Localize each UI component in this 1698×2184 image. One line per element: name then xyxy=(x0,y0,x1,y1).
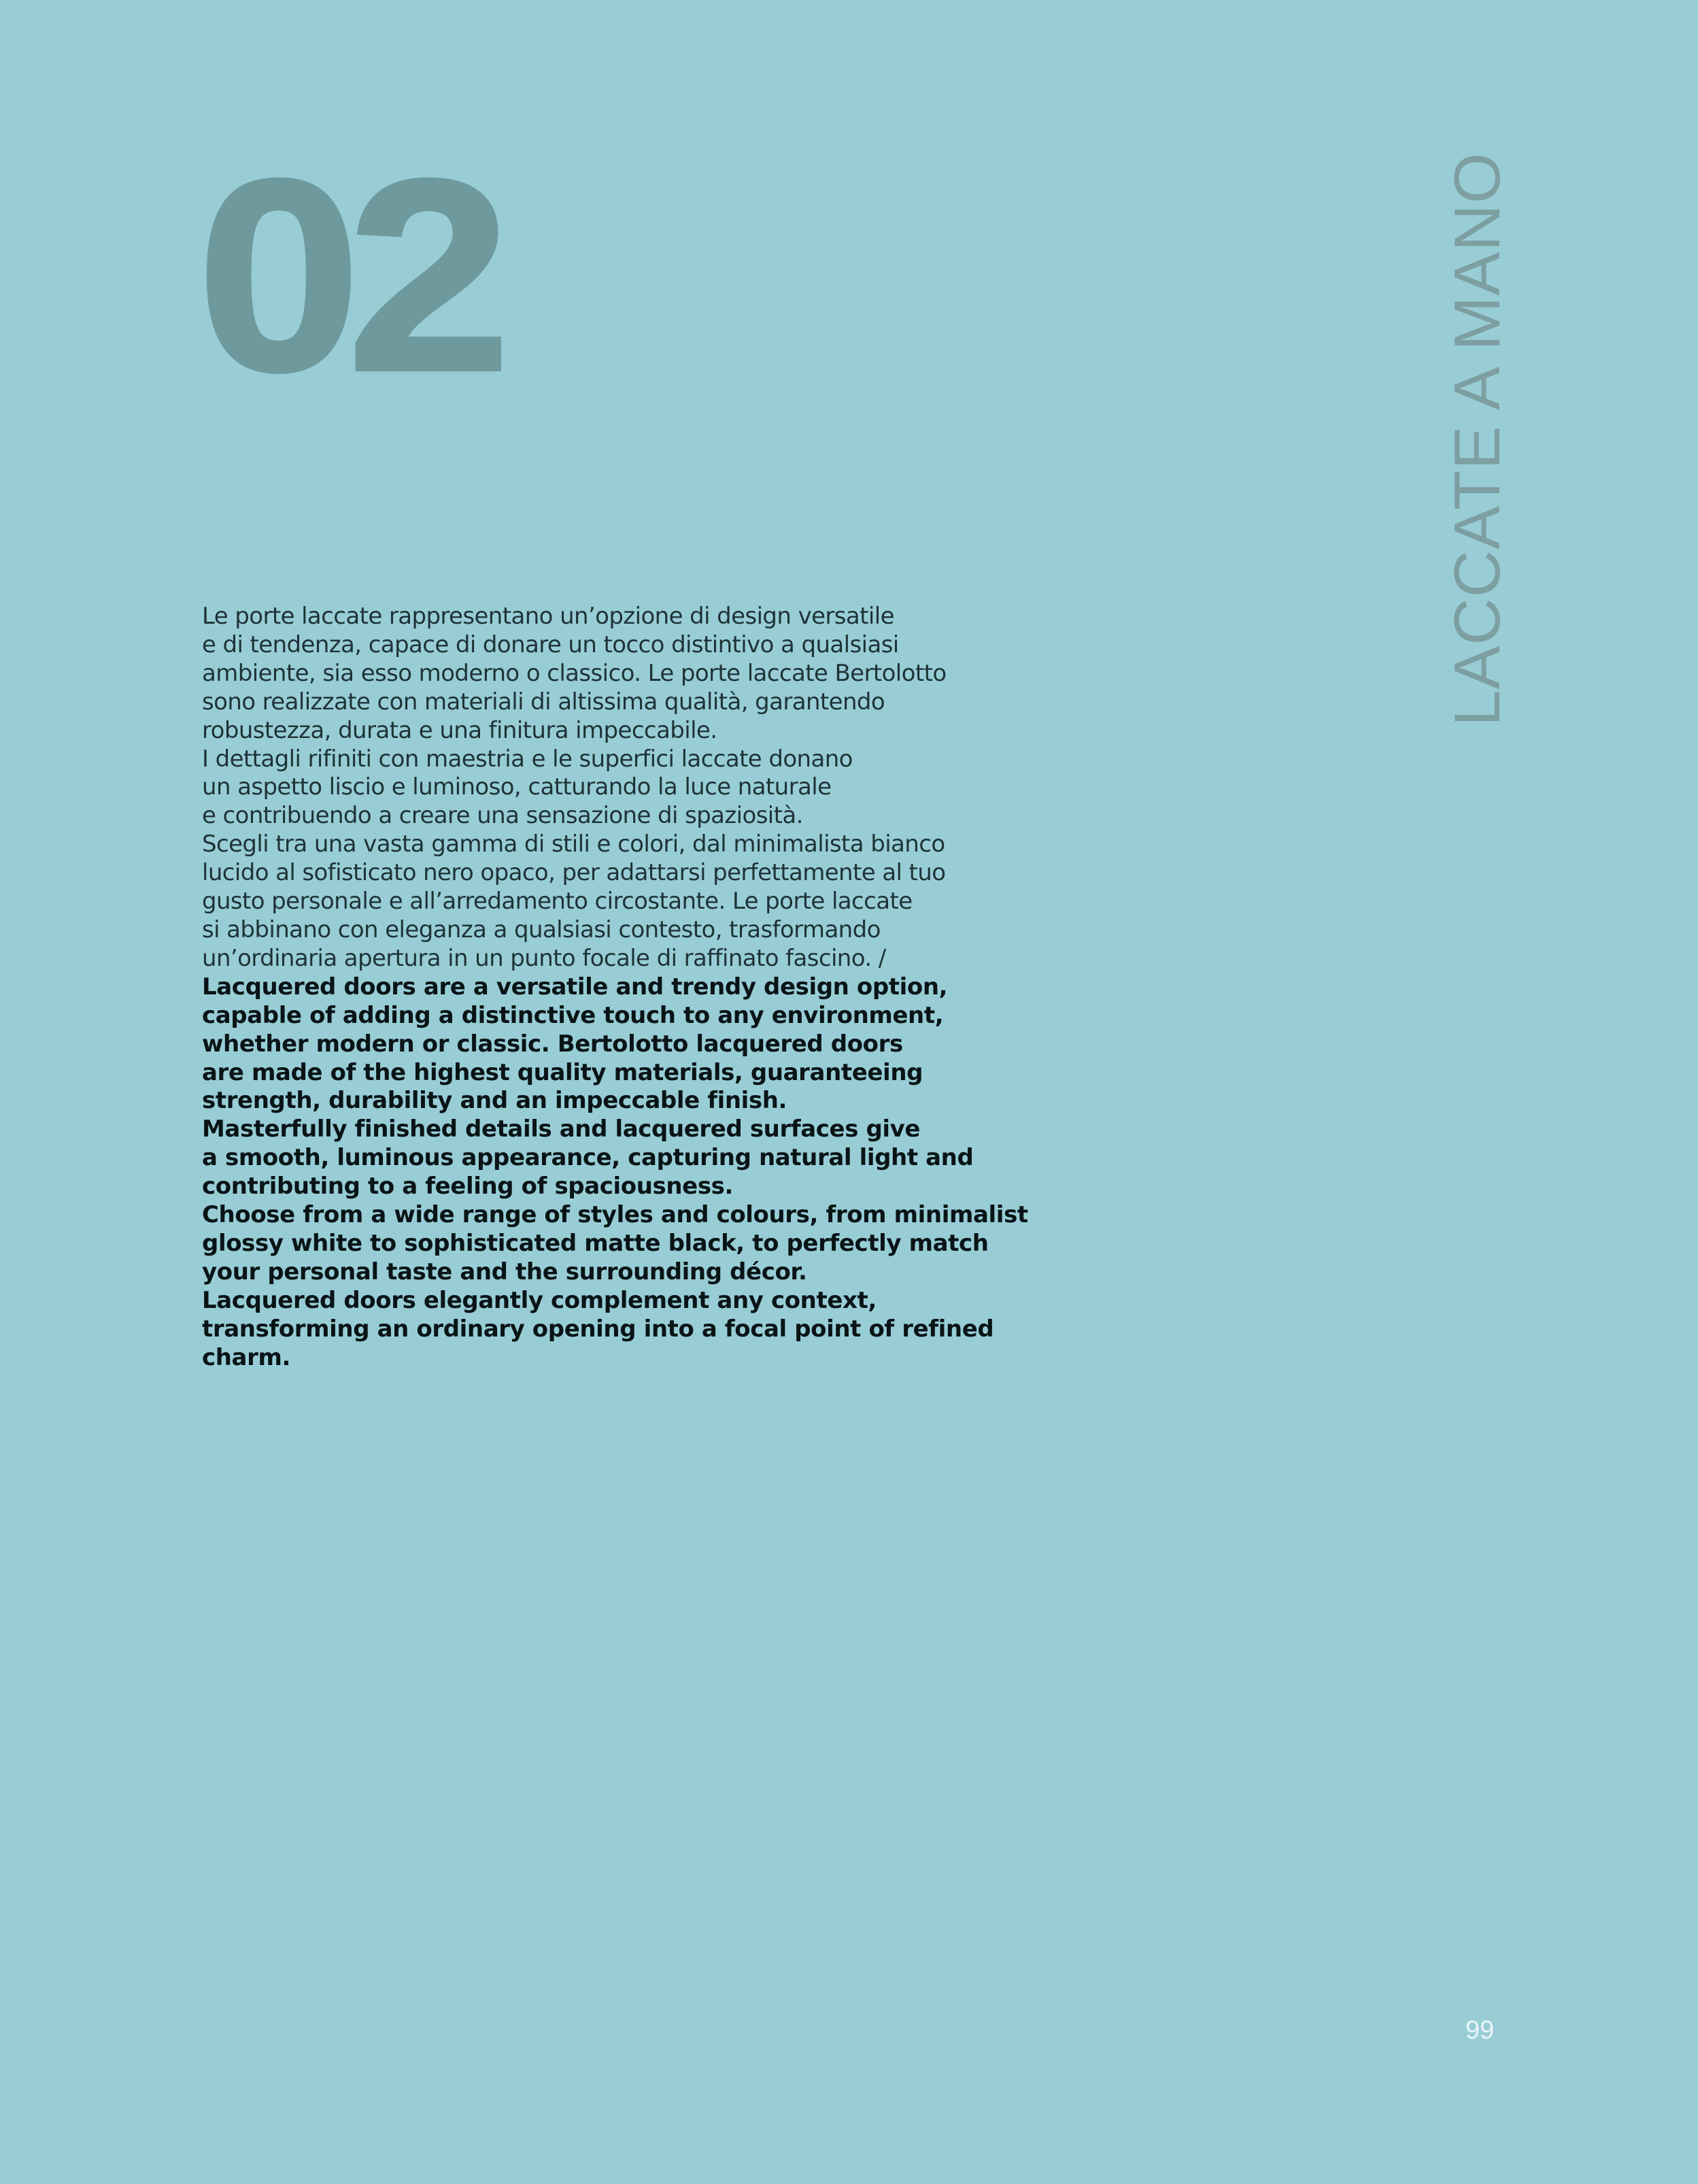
english-paragraph-1: Lacquered doors are a versatile and trendy design option, capable of adding a distinctive touch to any environment, whether modern or classic. Bertolotto lacquered doors are made of the highest quality materials, guaranteeing strength, durability and an impeccable finish. xyxy=(202,973,948,1115)
italian-paragraph-2: I dettagli rifiniti con maestria e le superfici laccate donano un aspetto liscio e luminoso, catturando la luce naturale e contribuendo a creare una sensazione di spaziosità. xyxy=(202,745,853,830)
english-paragraph-2: Masterfully finished details and lacquered surfaces give a smooth, luminous appearance, capturing natural light and contributing to a feeling of spaciousness. xyxy=(202,1115,974,1200)
section-title: LACCATE A MANO xyxy=(1441,152,1514,726)
english-paragraph-3: Choose from a wide range of styles and colours, from minimalist glossy white to sophisticated matte black, to perfectly match your personal taste and the surrounding décor. xyxy=(202,1201,1028,1286)
italian-paragraph-3: Scegli tra una vasta gamma di stili e colori, dal minimalista bianco lucido al sofisticato nero opaco, per adattarsi perfettamente al tuo gusto personale e all’arredamento circostante. Le porte laccate si abbinano con eleganza a qualsiasi contesto, trasformando un’ordinaria apertura in un punto focale di raffinato fascino. / xyxy=(202,830,946,972)
body-text xyxy=(202,603,1028,1372)
chapter-number: 02 xyxy=(197,123,498,427)
english-paragraph-4: Lacquered doors elegantly complement any context, transforming an ordinary opening into a focal point of refined charm. xyxy=(202,1286,994,1371)
page-number: 99 xyxy=(1465,2016,1495,2045)
italian-paragraph-1: Le porte laccate rappresentano un’opzione di design versatile e di tendenza, capace di donare un tocco distintivo a qualsiasi ambiente, sia esso moderno o classico. Le porte laccate Bertolotto sono realizzate con materiali di altissima qualità, garantendo robustezza, durata e una finitura impeccabile. xyxy=(202,603,947,744)
